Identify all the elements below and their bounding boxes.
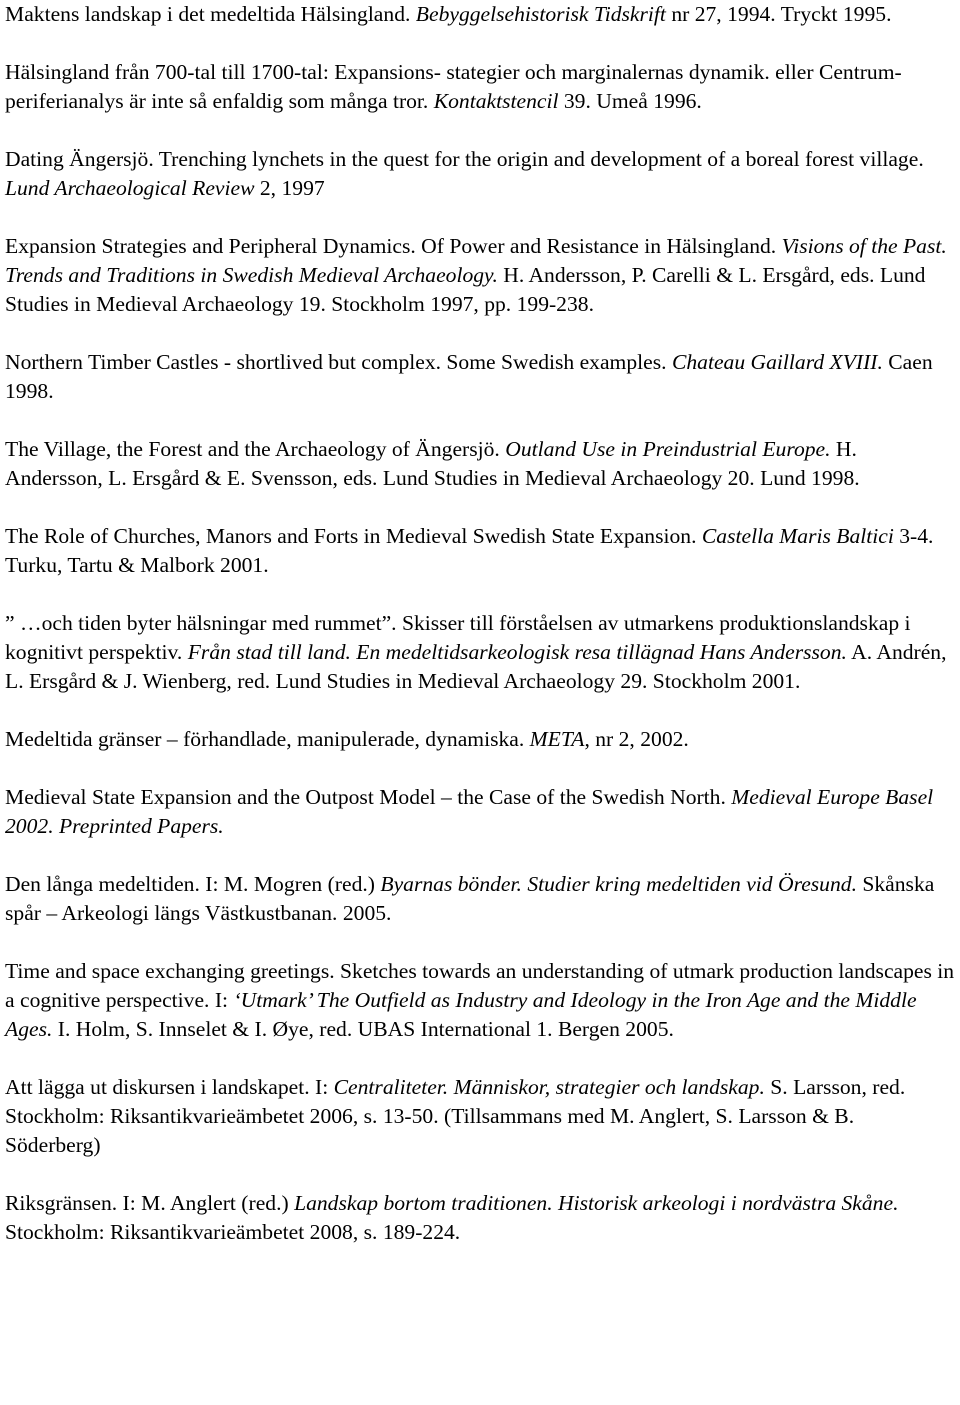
entry-text: A. Andrén, L. Ersgård & J. Wienberg, red. Lund Studies in Medieval Archaeology 29. Stockholm 2001. (5, 640, 947, 693)
entry-text: I. Holm, S. Innselet & I. Øye, red. UBAS International 1. Bergen 2005. (52, 1017, 674, 1041)
entry-text: The Village, the Forest and the Archaeology of Ängersjö. (5, 437, 506, 461)
entry-italic-text: Byarnas bönder. Studier kring medeltiden vid Öresund. (380, 872, 857, 896)
entry-text: Time and space exchanging greetings. Sketches towards an understanding of utmark production landscapes in a cognitive perspective. I: (5, 959, 955, 1012)
entry-text: , nr 2, 2002. (584, 727, 689, 751)
entry-text: ” …och tiden byter hälsningar med rummet”. Skisser till förståelsen av utmarkens produktionslandskap i kognitivt perspektiv. (5, 611, 911, 664)
entry-italic-text: META (529, 727, 585, 751)
bibliography-entry (5, 145, 955, 203)
bibliography-entry (5, 232, 955, 319)
entry-italic-text: Castella Maris Baltici (701, 524, 894, 548)
entry-text: Northern Timber Castles - shortlived but complex. Some Swedish examples. (5, 350, 672, 374)
entry-italic-text: Visions of the Past. Trends and Traditions in Swedish Medieval Archaeology. (5, 234, 947, 287)
entry-text: H. Andersson, L. Ersgård & E. Svensson, eds. Lund Studies in Medieval Archaeology 20. Lund 1998. (5, 437, 860, 490)
entry-italic-text: Outland Use in Preindustrial Europe. (505, 437, 831, 461)
entry-italic-text: Bebyggelsehistorisk Tidskrift (415, 2, 666, 26)
entry-text: Medeltida gränser – förhandlade, manipulerade, dynamiska. (5, 727, 530, 751)
entry-text: S. Larsson, red. Stockholm: Riksantikvarieämbetet 2006, s. 13-50. (Tillsammans med M. Anglert, S. Larsson & B. Söderberg) (5, 1075, 906, 1157)
entry-text: Den långa medeltiden. I: M. Mogren (red.) (5, 872, 381, 896)
entry-text: The Role of Churches, Manors and Forts in Medieval Swedish State Expansion. (5, 524, 702, 548)
entry-text: 3-4. Turku, Tartu & Malbork 2001. (5, 524, 934, 577)
bibliography-entry (5, 0, 955, 29)
bibliography-entry (5, 725, 955, 754)
entry-text: Stockholm: Riksantikvarieämbetet 2008, s. 189-224. (5, 1220, 461, 1244)
entry-italic-text: Från stad till land. En medeltidsarkeologisk resa tillägnad Hans Andersson. (187, 640, 847, 664)
bibliography-entry (5, 1073, 955, 1160)
entry-italic-text: Lund Archaeological Review (5, 176, 255, 200)
bibliography-entry (5, 870, 955, 928)
entry-italic-text: ‘Utmark’ The Outfield as Industry and Ideology in the Iron Age and the Middle Ages. (5, 988, 917, 1041)
entry-text: Dating Ängersjö. Trenching lynchets in the quest for the origin and development of a boreal forest village. (5, 147, 924, 171)
entry-italic-text: Medieval Europe Basel 2002. Preprinted Papers. (5, 785, 934, 838)
bibliography-entry (5, 58, 955, 116)
entry-text: Riksgränsen. I: M. Anglert (red.) (5, 1191, 295, 1215)
bibliography-entry (5, 348, 955, 406)
entry-text: Skånska spår – Arkeologi längs Västkustbanan. 2005. (5, 872, 935, 925)
bibliography-entry (5, 783, 955, 841)
entry-text: Expansion Strategies and Peripheral Dynamics. Of Power and Resistance in Hälsingland. (5, 234, 782, 258)
entry-italic-text: Landskap bortom traditionen. Historisk arkeologi i nordvästra Skåne. (294, 1191, 899, 1215)
bibliography-entry (5, 957, 955, 1044)
entry-text: 2, 1997 (254, 176, 325, 200)
entry-text: Hälsingland från 700-tal till 1700-tal: Expansions- stategier och marginalernas dynamik. eller Centrum-periferianalys är inte så enfaldig som många tror. (5, 60, 902, 113)
bibliography-entry (5, 435, 955, 493)
entry-text: 39. Umeå 1996. (558, 89, 702, 113)
entry-text: Medieval State Expansion and the Outpost Model – the Case of the Swedish North. (5, 785, 732, 809)
entry-italic-text: Chateau Gaillard XVIII. (671, 350, 883, 374)
bibliography-entry (5, 1189, 955, 1247)
entry-italic-text: Centraliteter. Människor, strategier och landskap. (333, 1075, 765, 1099)
entry-text: nr 27, 1994. Tryckt 1995. (665, 2, 892, 26)
entry-italic-text: Kontaktstencil (433, 89, 559, 113)
bibliography-entry (5, 522, 955, 580)
entry-text: H. Andersson, P. Carelli & L. Ersgård, eds. Lund Studies in Medieval Archaeology 19. Stockholm 1997, pp. 199-238. (5, 263, 926, 316)
entry-text: Att lägga ut diskursen i landskapet. I: (5, 1075, 334, 1099)
entry-text: Caen 1998. (5, 350, 933, 403)
bibliography-entry (5, 609, 955, 696)
bibliography-list (5, 0, 955, 1247)
entry-text: Maktens landskap i det medeltida Hälsingland. (5, 2, 416, 26)
